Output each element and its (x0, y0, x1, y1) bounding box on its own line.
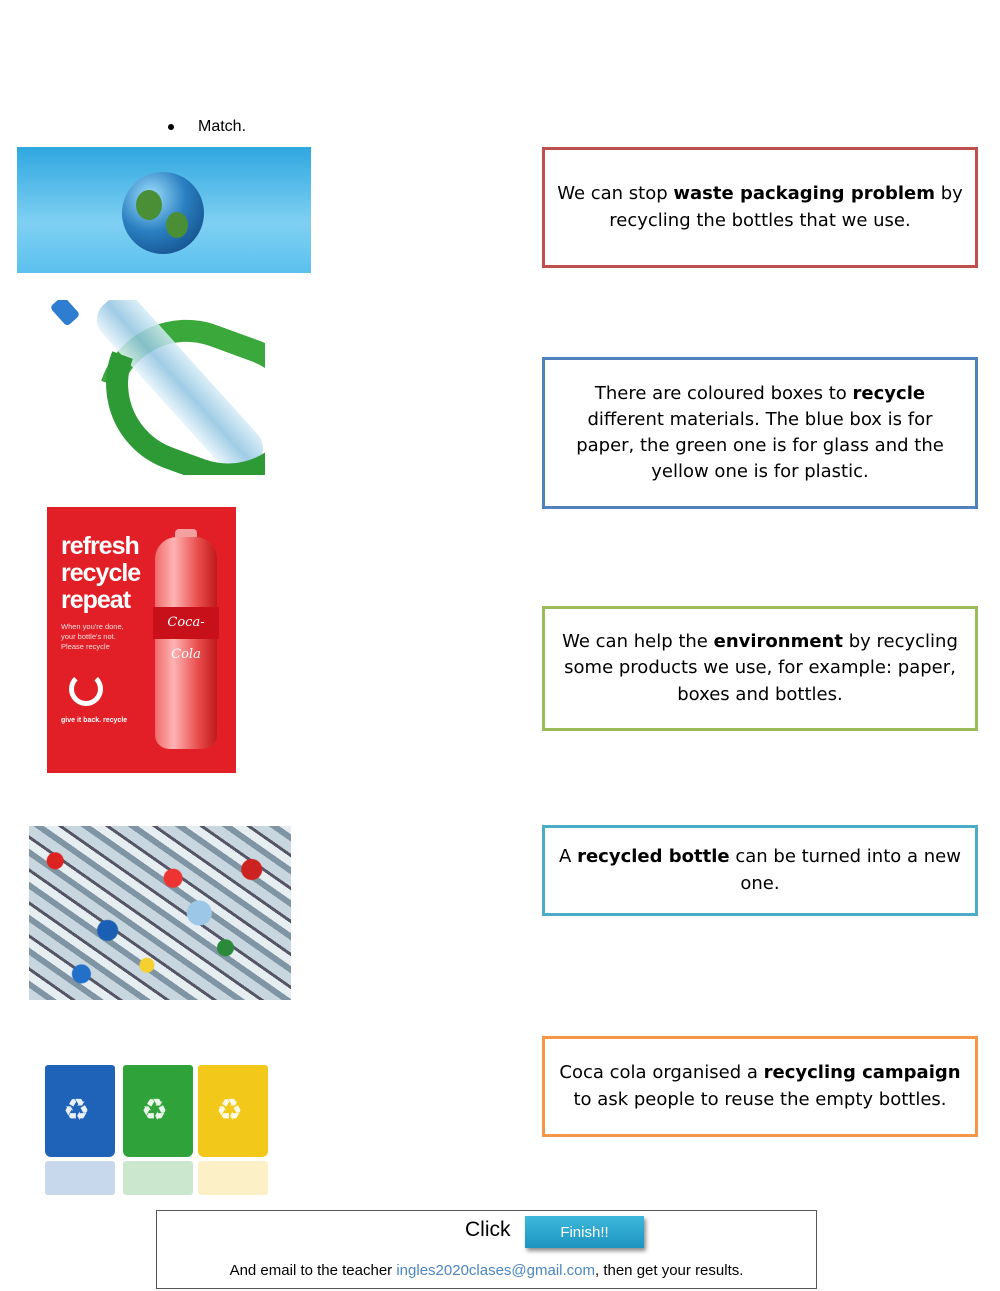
statement-text: Coca cola organised a recycling campaign to ask people to reuse the empty bottles. (559, 1062, 961, 1110)
recycle-symbol-icon (69, 672, 103, 706)
teacher-email-link[interactable]: ingles2020clases@gmail.com (396, 1262, 595, 1279)
statement-box[interactable] (542, 357, 978, 509)
statement-box[interactable] (542, 1036, 978, 1137)
earth-image[interactable] (17, 147, 311, 273)
yellow-bin-icon: ♻ (198, 1065, 268, 1157)
email-pre-text: And email to the teacher (229, 1262, 397, 1279)
statement-text: There are coloured boxes to recycle different materials. The blue box is for paper, the green one is for glass and the yellow one is for plastic. (576, 382, 944, 483)
bottle-pile-image[interactable] (29, 826, 291, 1000)
plastic-bottle-recycle-image[interactable] (50, 300, 265, 475)
finish-button[interactable]: Finish!! (525, 1216, 644, 1248)
email-instruction (156, 1262, 817, 1279)
statement-box[interactable] (542, 147, 978, 268)
instruction (168, 118, 246, 136)
statement-box[interactable] (542, 825, 978, 916)
email-post-text: , then get your results. (595, 1262, 744, 1279)
instruction-text: Match. (198, 118, 247, 135)
green-bin-icon: ♻ (123, 1065, 193, 1157)
poster-footer: give it back. recycle (61, 717, 128, 724)
statement-text: A recycled bottle can be turned into a new one. (559, 846, 961, 894)
globe-icon (122, 172, 204, 254)
bullet-icon (168, 124, 174, 130)
statement-box[interactable] (542, 606, 978, 731)
blue-bin-icon: ♻ (45, 1065, 115, 1157)
coke-label: Coca-Cola (153, 607, 219, 639)
recycling-bins-image[interactable] (45, 1035, 270, 1197)
poster-subtext: When you're done, your bottle's not. Please recycle (61, 622, 124, 651)
statement-text: We can help the environment by recycling some products we use, for example: paper, boxes and bottles. (562, 631, 958, 705)
bottle-cap-icon (50, 300, 80, 327)
poster-headline: refresh recycle repeat (61, 532, 141, 614)
statement-text: We can stop waste packaging problem by recycling the bottles that we use. (557, 183, 963, 231)
coca-cola-poster-image[interactable] (47, 507, 236, 773)
click-label: Click (465, 1218, 511, 1241)
